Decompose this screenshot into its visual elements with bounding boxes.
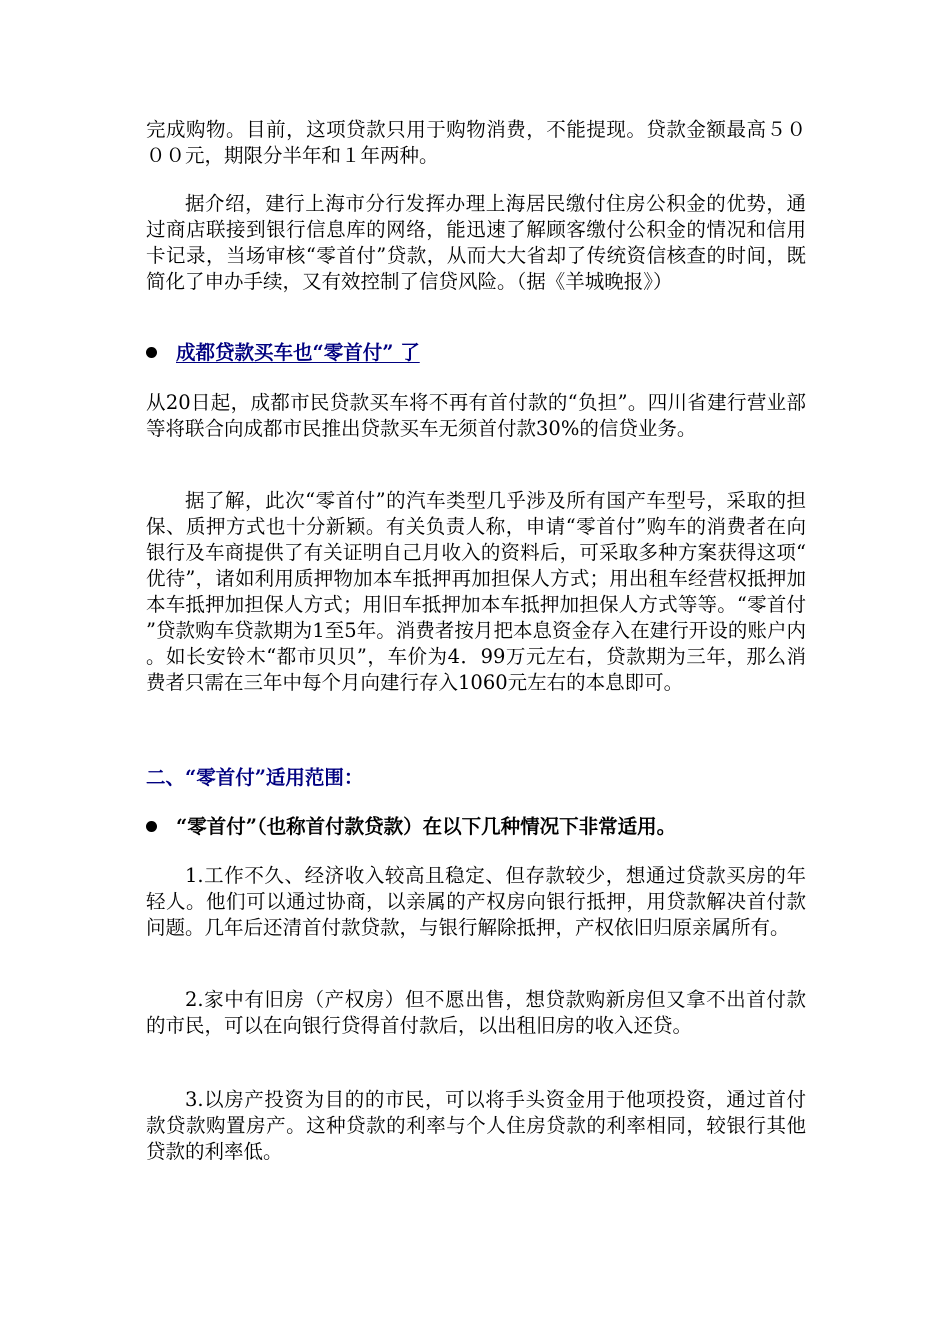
paragraph-case-three: 3.以房产投资为目的的市民，可以将手头资金用于他项投资，通过首付款贷款购置房产。这种贷款的利率与个人住房贷款的利率相同，较银行其他贷款的利率低。 xyxy=(146,1088,806,1163)
paragraph-shanghai-branch: 据介绍，建行上海市分行发挥办理上海居民缴付住房公积金的优势，通过商店联接到银行信息库的网络，能迅速了解顾客缴付公积金的情况和信用卡记录，当场审核“零首付”贷款，从而大大省却了传统资信核查的时间，既简化了申办手续，又有效控制了信贷风险。（据《羊城晚报》） xyxy=(146,192,806,293)
paragraph-shopping-loan: 完成购物。目前，这项贷款只用于购物消费，不能提现。贷款金额最高５０００元，期限分半年和１年两种。 xyxy=(146,118,806,167)
paragraph-case-two: 2.家中有旧房（产权房）但不愿出售，想贷款购新房但又拿不出首付款的市民，可以在向银行贷得首付款后，以出租旧房的收入还贷。 xyxy=(146,988,806,1037)
bullet-dot-icon xyxy=(146,821,157,832)
bullet-applicable xyxy=(146,813,806,841)
chengdu-heading-link[interactable]: 成都贷款买车也“零首付” 了 xyxy=(176,341,420,364)
paragraph-case-one: 1.工作不久、经济收入较高且稳定、但存款较少，想通过贷款买房的年轻人。他们可以通过协商，以亲属的产权房向银行抵押，用贷款解决首付款问题。几年后还清首付款贷款，与银行解除抵押，产权依旧归原亲属所有。 xyxy=(146,864,806,939)
applicable-bullet-text: “零首付”（也称首付款贷款）在以下几种情况下非常适用。 xyxy=(176,815,677,838)
section-two-heading: 二、“零首付”适用范围： xyxy=(146,766,364,789)
bullet-chengdu xyxy=(146,339,806,367)
paragraph-chengdu-intro: 从20日起，成都市民贷款买车将不再有首付款的“负担”。四川省建行营业部等将联合向成都市民推出贷款买车无须首付款30%的信贷业务。 xyxy=(146,391,806,440)
paragraph-chengdu-details: 据了解，此次“零首付”的汽车类型几乎涉及所有国产车型号，采取的担保、质押方式也十分新颖。有关负责人称，申请“零首付”购车的消费者在向银行及车商提供了有关证明自己月收入的资料后，可采取多种方案获得这项“优待”，诸如利用质押物加本车抵押再加担保人方式；用出租车经营权抵押加本车抵押加担保人方式；用旧车抵押加本车抵押加担保人方式等等。“零首付”贷款购车贷款期为1至5年。消费者按月把本息资金存入在建行开设的账户内。如长安铃木“都市贝贝”，车价为4．99万元左右，贷款期为三年，那么消费者只需在三年中每个月向建行存入1060元左右的本息即可。 xyxy=(146,489,806,694)
bullet-dot-icon xyxy=(146,347,157,358)
